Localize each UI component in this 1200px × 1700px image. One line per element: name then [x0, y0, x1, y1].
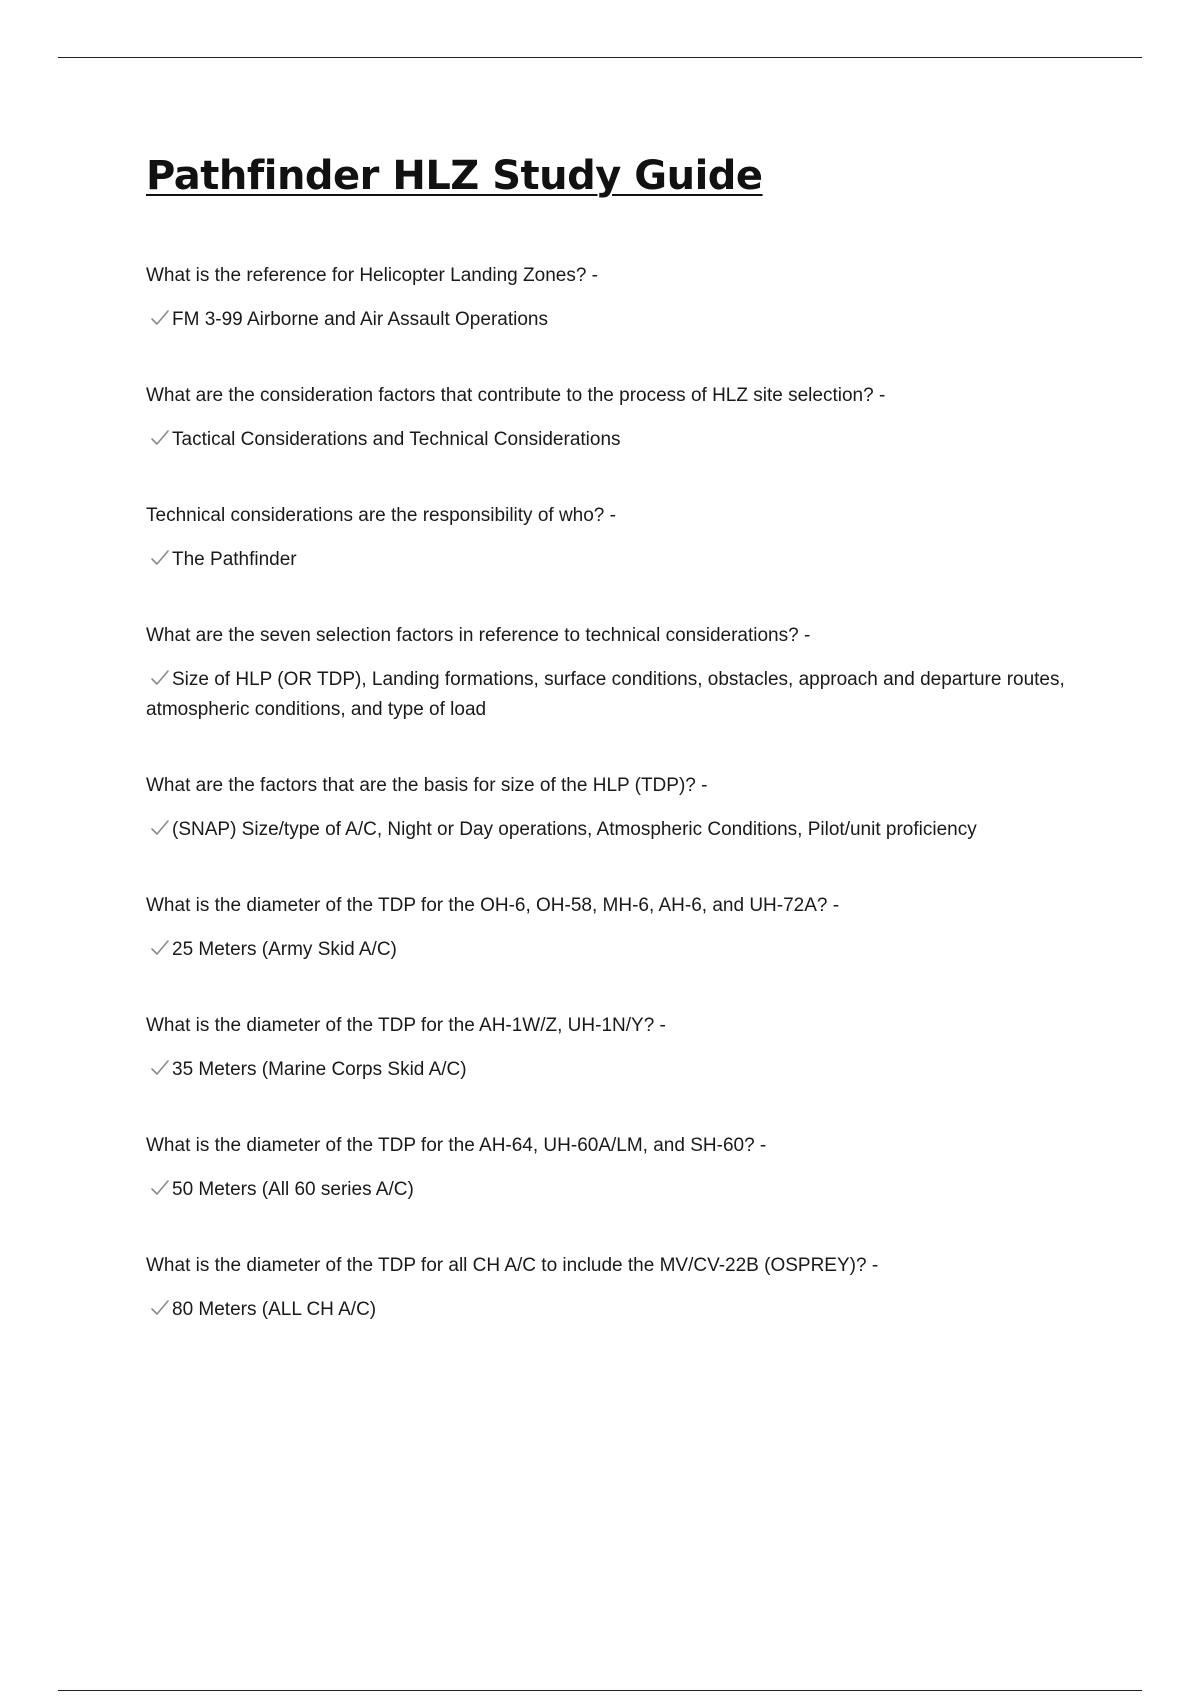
question-text: What is the diameter of the TDP for the AH-64, UH-60A/LM, and SH-60? -	[146, 1135, 767, 1156]
answer-text	[146, 1055, 1066, 1085]
answer-text	[146, 305, 1066, 335]
checkmark-icon	[150, 819, 170, 837]
answer-value: 35 Meters (Marine Corps Skid A/C)	[172, 1059, 467, 1080]
answer-text	[146, 1175, 1066, 1205]
checkmark-icon	[150, 549, 170, 567]
qa-item	[146, 892, 1066, 965]
answer-text	[146, 665, 1066, 725]
answer-text	[146, 545, 1066, 575]
checkmark-icon	[150, 939, 170, 957]
question-text: Technical considerations are the responsibility of who? -	[146, 505, 616, 526]
answer-value: Tactical Considerations and Technical Considerations	[172, 429, 621, 450]
qa-list	[146, 262, 1066, 1325]
checkmark-icon	[150, 1299, 170, 1317]
question-text: What are the factors that are the basis for size of the HLP (TDP)? -	[146, 775, 708, 796]
answer-value: FM 3-99 Airborne and Air Assault Operations	[172, 309, 548, 330]
checkmark-icon	[150, 1059, 170, 1077]
answer-value: Size of HLP (OR TDP), Landing formations, surface conditions, obstacles, approach and departure routes, atmospheric conditions, and type of load	[146, 669, 1065, 720]
qa-item	[146, 772, 1066, 845]
qa-item	[146, 1012, 1066, 1085]
answer-text	[146, 425, 1066, 455]
document-title: Pathfinder HLZ Study Guide	[146, 153, 763, 199]
question-text: What is the diameter of the TDP for the AH-1W/Z, UH-1N/Y? -	[146, 1015, 666, 1036]
qa-item	[146, 1252, 1066, 1325]
qa-item	[146, 382, 1066, 455]
checkmark-icon	[150, 429, 170, 447]
question-text: What is the diameter of the TDP for all CH A/C to include the MV/CV-22B (OSPREY)? -	[146, 1255, 879, 1276]
answer-value: 80 Meters (ALL CH A/C)	[172, 1299, 377, 1320]
checkmark-icon	[150, 1179, 170, 1197]
qa-item	[146, 622, 1066, 725]
qa-item	[146, 1132, 1066, 1205]
answer-value: 25 Meters (Army Skid A/C)	[172, 939, 397, 960]
document-body	[146, 150, 1066, 1372]
answer-text	[146, 935, 1066, 965]
answer-text	[146, 1295, 1066, 1325]
checkmark-icon	[150, 309, 170, 327]
answer-value: 50 Meters (All 60 series A/C)	[172, 1179, 414, 1200]
answer-text	[146, 815, 1066, 845]
question-text: What is the reference for Helicopter Landing Zones? -	[146, 265, 599, 286]
qa-item	[146, 502, 1066, 575]
qa-item	[146, 262, 1066, 335]
answer-value: The Pathfinder	[172, 549, 297, 570]
checkmark-icon	[150, 669, 170, 687]
top-divider	[58, 57, 1142, 58]
bottom-divider	[58, 1690, 1142, 1691]
answer-value: (SNAP) Size/type of A/C, Night or Day operations, Atmospheric Conditions, Pilot/unit proficiency	[172, 819, 977, 840]
question-text: What is the diameter of the TDP for the OH-6, OH-58, MH-6, AH-6, and UH-72A? -	[146, 895, 840, 916]
question-text: What are the consideration factors that contribute to the process of HLZ site selection? -	[146, 385, 886, 406]
question-text: What are the seven selection factors in reference to technical considerations? -	[146, 625, 811, 646]
